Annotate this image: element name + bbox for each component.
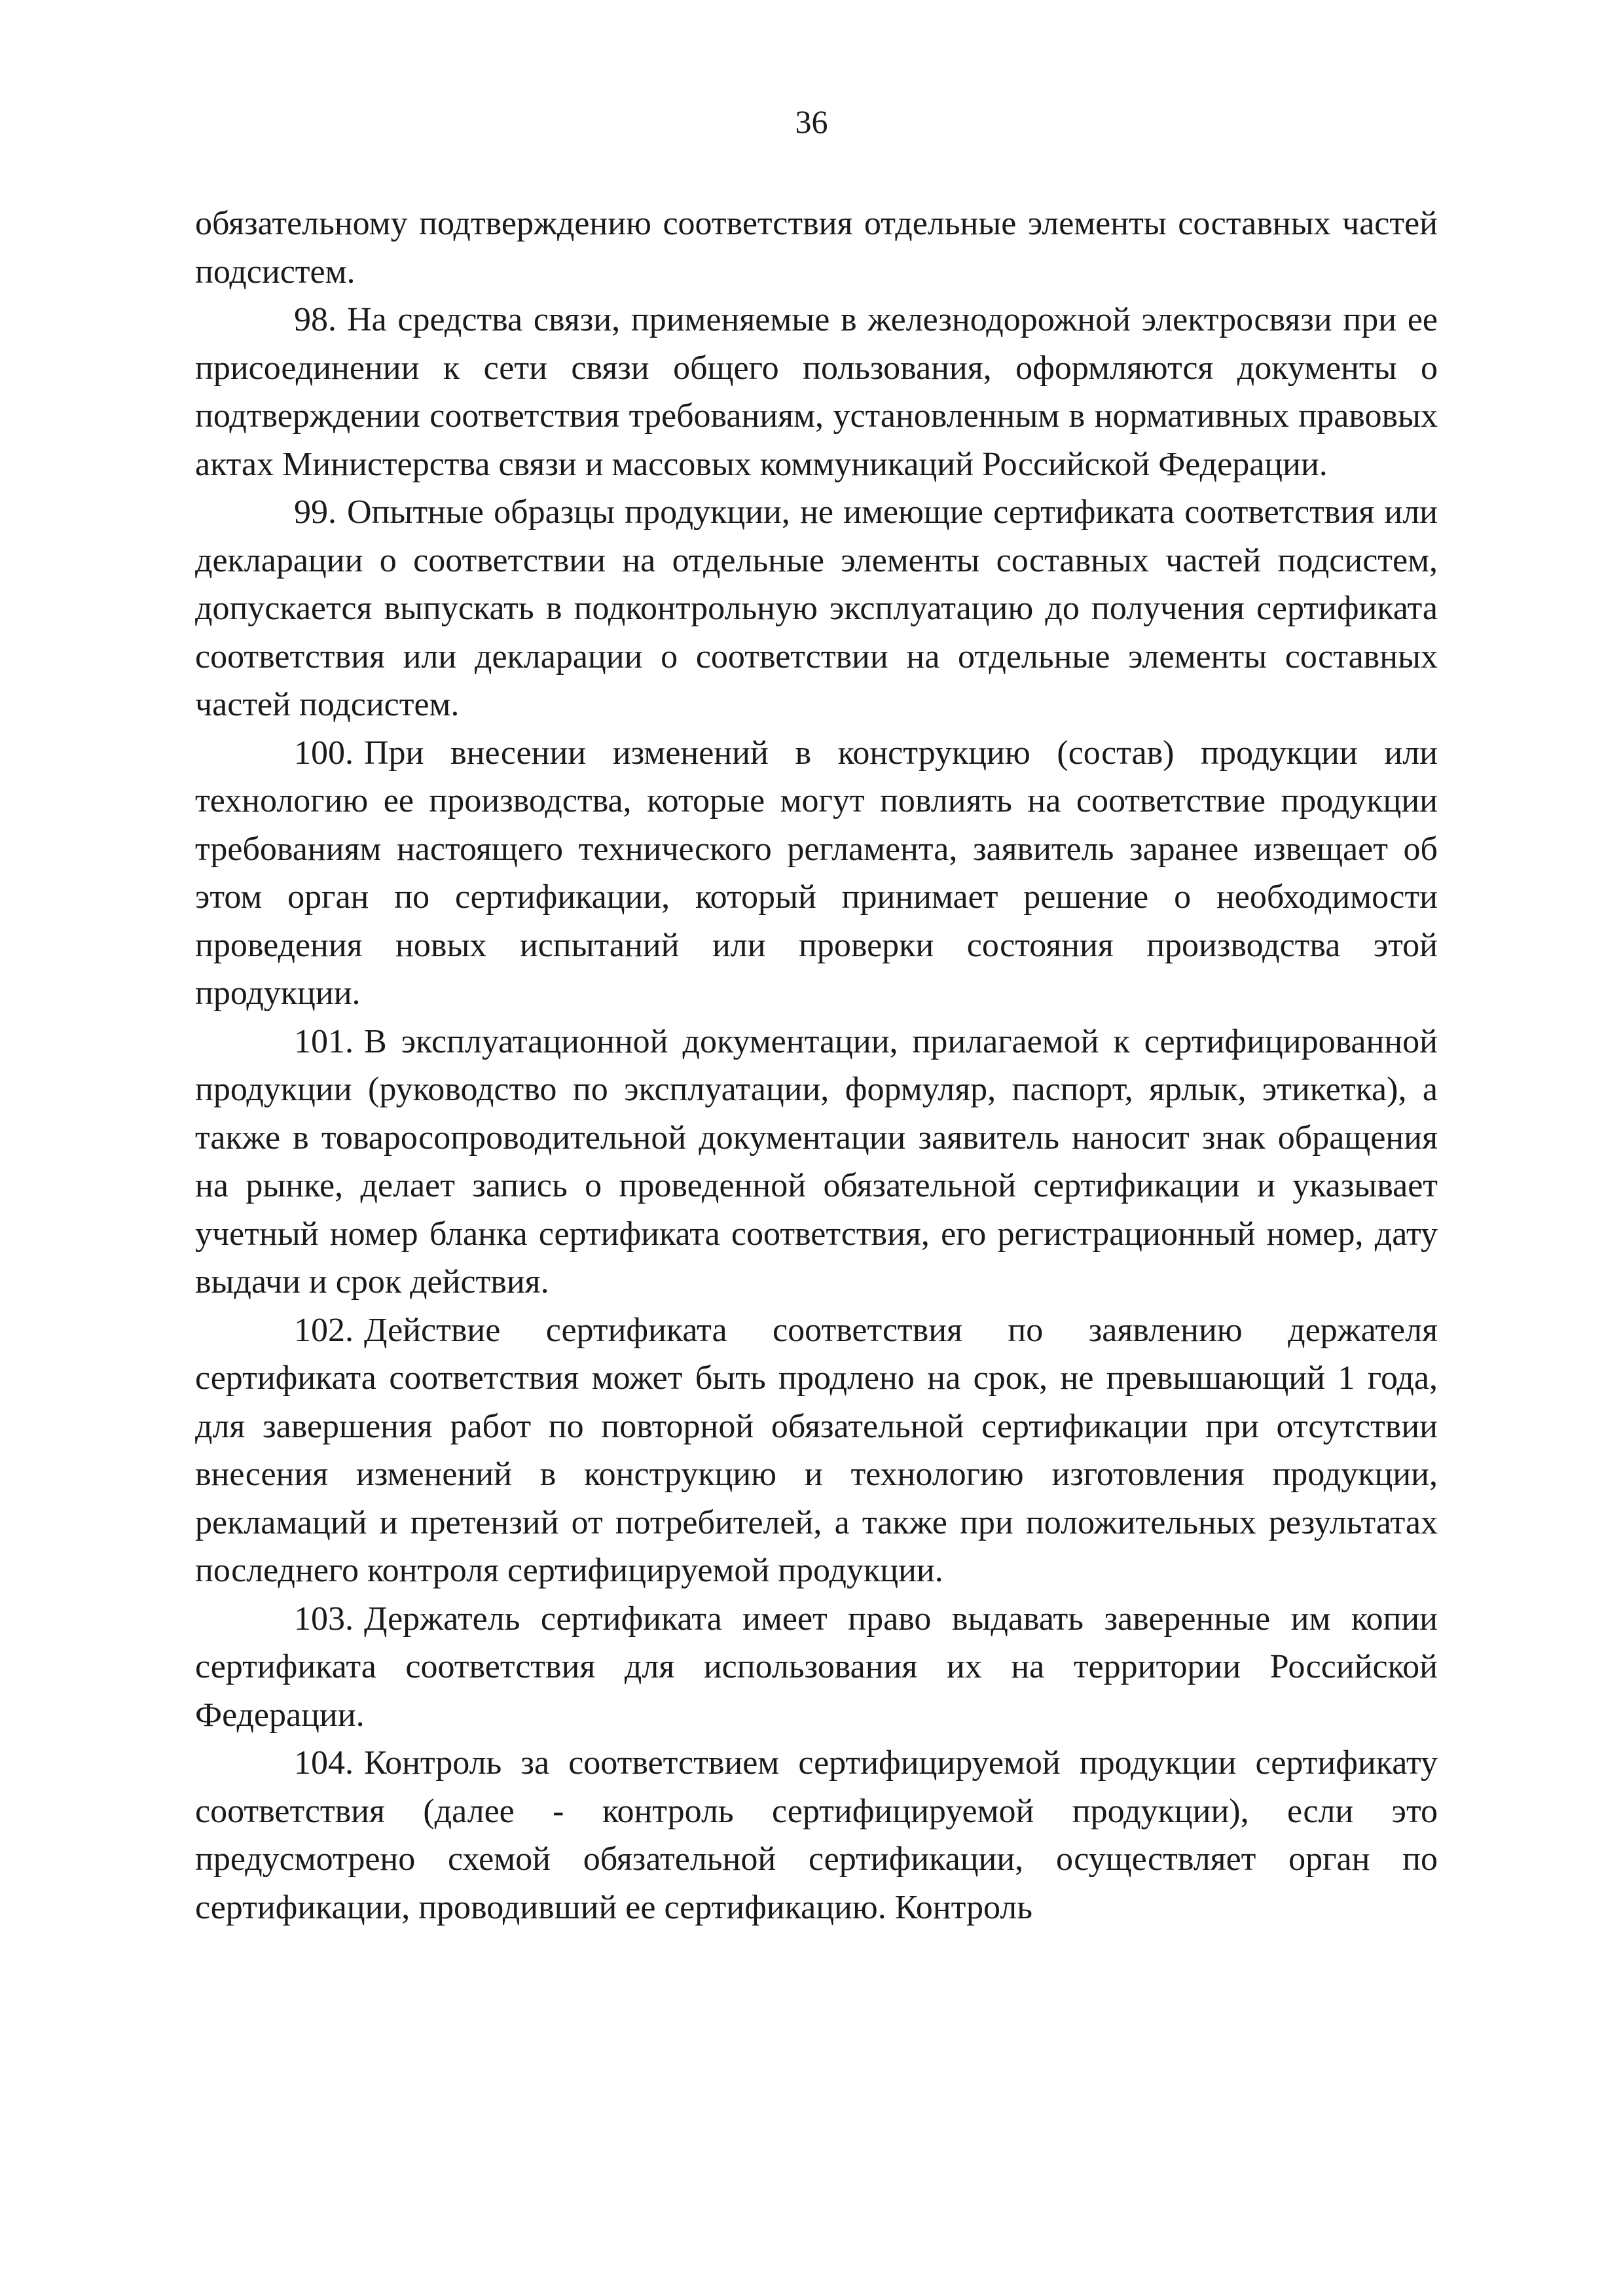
- paragraph-98: [195, 296, 1438, 488]
- paragraph-100: [195, 729, 1438, 1018]
- paragraph-text: При внесении изменений в конструкцию (состав) продукции или технологию ее производства, которые могут повлиять на соответствие продукции требованиям настоящего технического регламента, заявитель заранее извещает об этом орган по сертификации, который принимает решение о необходимости проведения новых испытаний или проверки состояния производства этой продукции.: [195, 734, 1438, 1012]
- paragraph-text: На средства связи, применяемые в железнодорожной электросвязи при ее присоединении к сети связи общего пользования, оформляются документы о подтверждении соответствия требованиям, установленным в нормативных правовых актах Министерства связи и массовых коммуникаций Российской Федерации.: [195, 301, 1438, 483]
- paragraph-number: 100.: [294, 734, 354, 772]
- paragraph-text: Опытные образцы продукции, не имеющие сертификата соответствия или декларации о соответствии на отдельные элементы составных частей подсистем, допускается выпускать в подконтрольную эксплуатацию до получения сертификата соответствия или декларации о соответствии на отдельные элементы составных частей подсистем.: [195, 493, 1438, 723]
- paragraph-99: [195, 488, 1438, 729]
- paragraph-104: [195, 1739, 1438, 1931]
- paragraph-number: 102.: [294, 1311, 354, 1349]
- paragraph-number: 98.: [294, 301, 337, 338]
- paragraph-text: В эксплуатационной документации, прилагаемой к сертифицированной продукции (руководство по эксплуатации, формуляр, паспорт, ярлык, этикетка), а также в товаросопроводительной документации заявитель наносит знак обращения на рынке, делает запись о проведенной обязательной сертификации и указывает учетный номер бланка сертификата соответствия, его регистрационный номер, дату выдачи и срок действия.: [195, 1022, 1438, 1300]
- paragraph-continuation: [195, 200, 1438, 296]
- paragraph-103: [195, 1595, 1438, 1740]
- paragraph-text: обязательному подтверждению соответствия отдельные элементы составных частей подсистем.: [195, 205, 1438, 291]
- document-body: [195, 200, 1438, 1931]
- paragraph-text: Держатель сертификата имеет право выдавать заверенные им копии сертификата соответствия для использования их на территории Российской Федерации.: [195, 1600, 1438, 1734]
- page-number: 36: [795, 103, 828, 140]
- paragraph-text: Действие сертификата соответствия по заявлению держателя сертификата соответствия может быть продлено на срок, не превышающий 1 года, для завершения работ по повторной обязательной сертификации при отсутствии внесения изменений в конструкцию и технологию изготовления продукции, рекламаций и претензий от потребителей, а также при положительных результатах последнего контроля сертифицируемой продукции.: [195, 1311, 1438, 1589]
- paragraph-number: 103.: [294, 1600, 354, 1638]
- paragraph-number: 101.: [294, 1022, 354, 1060]
- paragraph-102: [195, 1306, 1438, 1595]
- paragraph-number: 99.: [294, 493, 337, 531]
- paragraph-101: [195, 1018, 1438, 1306]
- paragraph-text: Контроль за соответствием сертифицируемой продукции сертификату соответствия (далее - контроль сертифицируемой продукции), если это предусмотрено схемой обязательной сертификации, осуществляет орган по сертификации, проводивший ее сертификацию. Контроль: [195, 1744, 1438, 1926]
- paragraph-number: 104.: [294, 1744, 354, 1782]
